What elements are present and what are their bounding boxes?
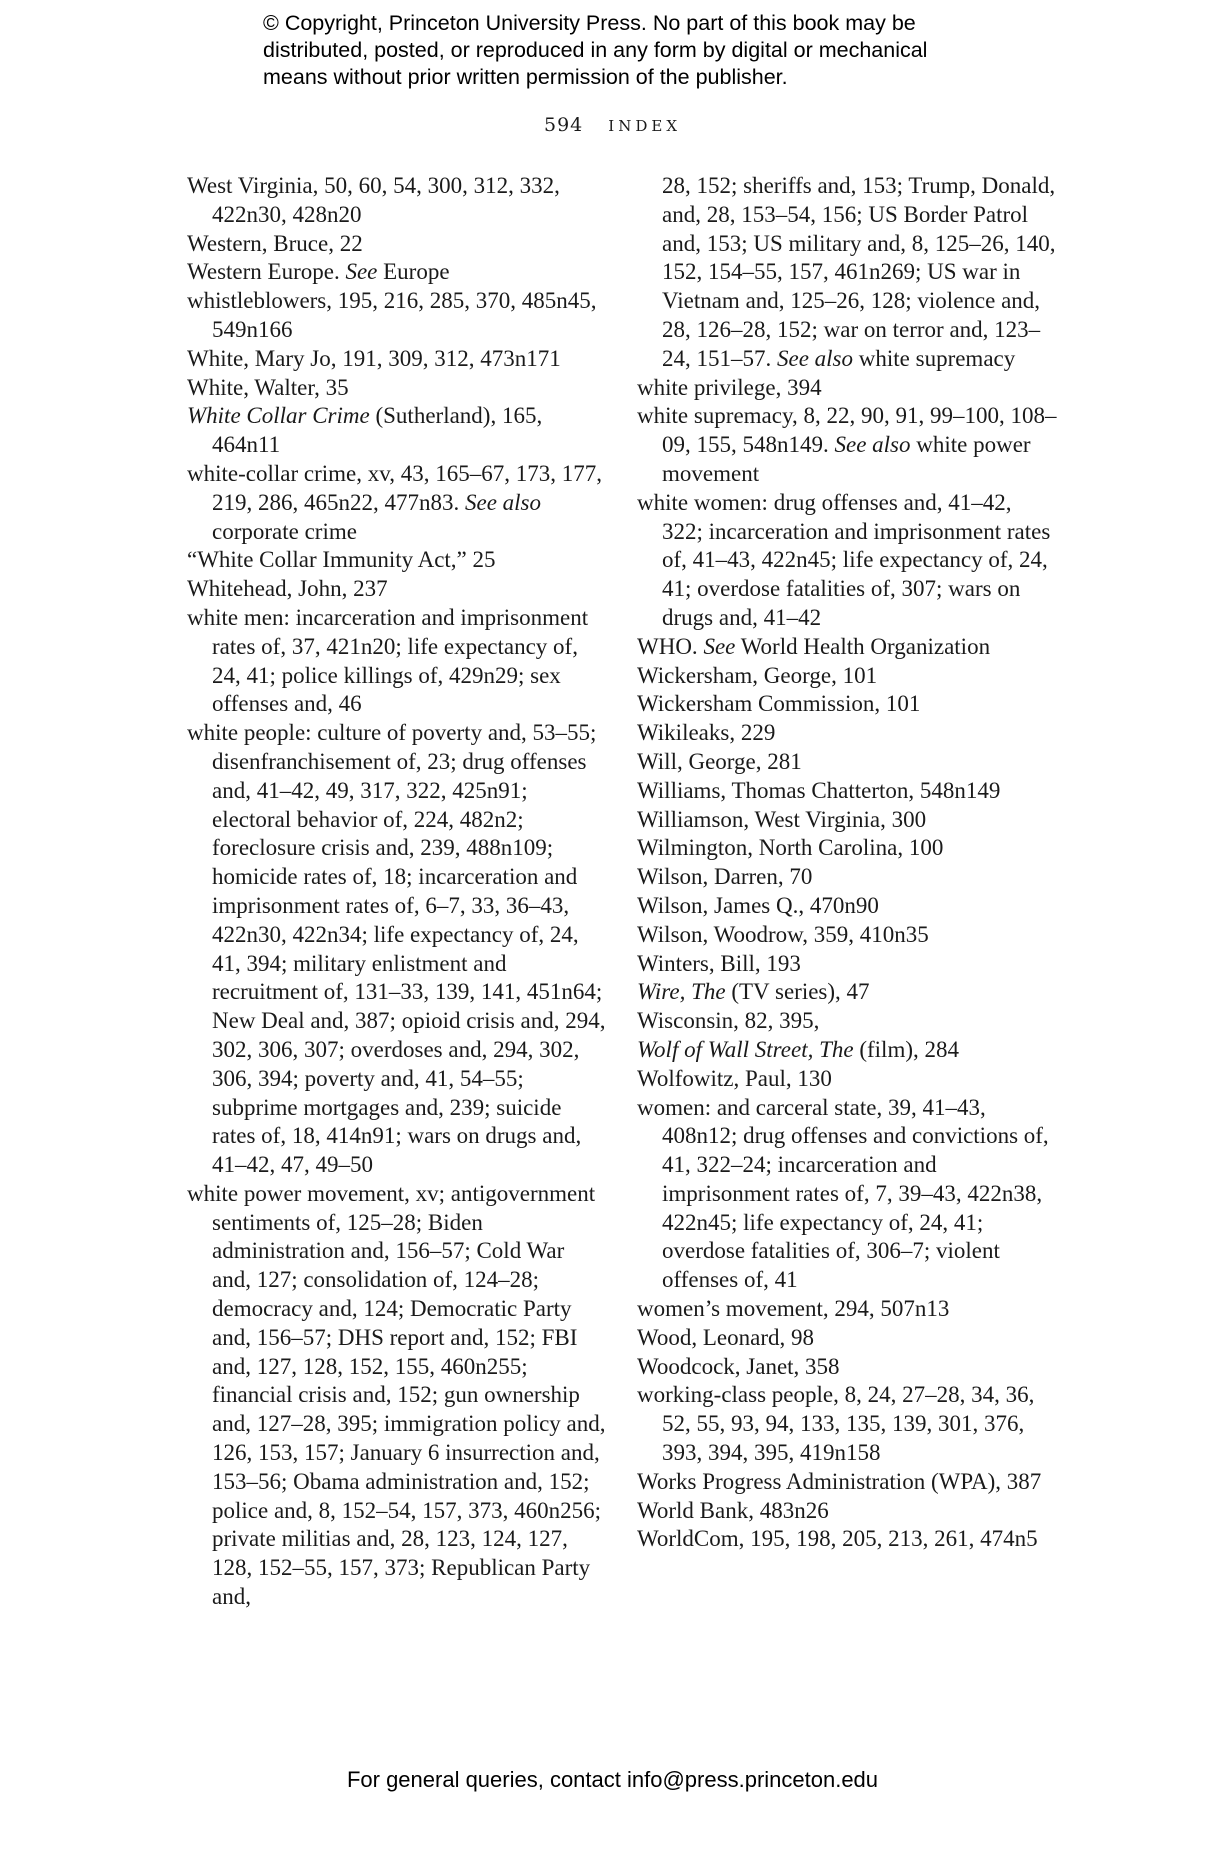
index-entry (637, 1468, 1057, 1497)
entry-text: Wolfowitz, Paul, 130 (637, 1065, 832, 1091)
entry-text: Winters, Bill, 193 (637, 950, 801, 976)
entry-text: white people: culture of poverty and, 53–55; disenfranchisement of, 23; drug offenses and, 41–42, 49, 317, 322, 425n91; electoral behavior of, 224, 482n2; foreclosure crisis and, 239, 488n109; homicide rates of, 18; incarceration and imprisonment rates of, 6–7, 33, 36–43, 422n30, 422n34; life expectancy of, 24, 41, 394; military enlistment and recruitment of, 131–33, 139, 141, 451n64; New Deal and, 387; opioid crisis and, 294, 302, 306, 307; overdoses and, 294, 302, 306, 394; poverty and, 41, 54–55; subprime mortgages and, 239; suicide rates of, 18, 414n91; wars on drugs and, 41–42, 47, 49–50 (187, 720, 606, 1178)
index-entry (187, 604, 607, 719)
entry-text: Wilmington, North Carolina, 100 (637, 835, 944, 861)
entry-text: WHO. (637, 633, 704, 659)
entry-text: whistleblowers, 195, 216, 285, 370, 485n45, 549n166 (187, 288, 597, 342)
entry-text: women’s movement, 294, 507n13 (637, 1296, 950, 1322)
see-target: corporate crime (212, 518, 357, 544)
see-target: Europe (377, 259, 450, 285)
entry-text: Wickersham, George, 101 (637, 662, 878, 688)
index-column-left (187, 172, 607, 1612)
index-entry (637, 978, 1057, 1007)
entry-text: Woodcock, Janet, 358 (637, 1353, 840, 1379)
see-reference: See also (465, 489, 542, 515)
index-entry (637, 374, 1057, 403)
entry-text: white men: incarceration and imprisonment rates of, 37, 421n20; life expectancy of, 24, 41; police killings of, 429n29; sex offenses and, 46 (187, 604, 589, 717)
entry-text: West Virginia, 50, 60, 54, 300, 312, 332, 422n30, 428n20 (187, 173, 560, 227)
index-entry (637, 806, 1057, 835)
index-entry (187, 172, 607, 230)
index-entry (637, 834, 1057, 863)
see-reference: See also (834, 432, 911, 458)
entry-text: Wilson, James Q., 470n90 (637, 892, 879, 918)
index-column-right (637, 172, 1057, 1554)
index-entry (187, 230, 607, 259)
index-entry (187, 719, 607, 1180)
index-entry (637, 1036, 1057, 1065)
entry-text: white power movement, xv; antigovernment sentiments of, 125–28; Biden administration and, 156–57; Cold War and, 127; consolidation of, 124–28; democracy and, 124; Democratic Party and, 156–57; DHS report and, 152; FBI and, 127, 128, 152, 155, 460n255; financial crisis and, 152; gun ownership and, 127–28, 395; immigration policy and, 126, 153, 157; January 6 insurrection and, 153–56; Obama administration and, 152; police and, 8, 152–54, 157, 373, 460n256; private militias and, 28, 123, 124, 127, 128, 152–55, 157, 373; Republican Party and, (187, 1180, 606, 1610)
index-entry (637, 1525, 1057, 1554)
index-entry (637, 921, 1057, 950)
see-target: white supremacy (853, 345, 1016, 371)
index-entry (637, 892, 1057, 921)
see-reference: See also (777, 345, 854, 371)
index-entry (637, 777, 1057, 806)
entry-text: Western Europe. (187, 259, 346, 285)
index-entry (637, 662, 1057, 691)
index-entry (637, 489, 1057, 633)
entry-text: working-class people, 8, 24, 27–28, 34, 36, 52, 55, 93, 94, 133, 135, 139, 301, 376, 393, 394, 395, 419n158 (637, 1382, 1035, 1466)
index-entry (637, 1381, 1057, 1467)
see-target: World Health Organization (735, 633, 991, 659)
index-entry (187, 546, 607, 575)
index-entry (187, 345, 607, 374)
entry-text: White, Mary Jo, 191, 309, 312, 473n171 (187, 345, 561, 371)
index-entry (637, 633, 1057, 662)
copyright-notice: © Copyright, Princeton University Press. No part of this book may be distributed, posted, or reproduced in any form by digital or mechanical means without prior written permission of the publisher. (263, 11, 928, 89)
entry-text: Western, Bruce, 22 (187, 230, 363, 256)
entry-text: Whitehead, John, 237 (187, 576, 388, 602)
see-target: white power movement (662, 432, 1031, 486)
entry-text: Works Progress Administration (WPA), 387 (637, 1468, 1042, 1494)
index-entry (187, 1180, 607, 1612)
index-entry (637, 863, 1057, 892)
entry-text: Wisconsin, 82, 395, (637, 1008, 820, 1034)
entry-text: Williamson, West Virginia, 300 (637, 806, 927, 832)
entry-text: Wikileaks, 229 (637, 720, 776, 746)
entry-text: 28, 152; sheriffs and, 153; Trump, Donald, and, 28, 153–54, 156; US Border Patrol and, 153; US military and, 8, 125–26, 140, 152, 154–55, 157, 461n269; US war in Vietnam and, 125–26, 128; violence and, 28, 126–28, 152; war on terror and, 123–24, 151–57. (662, 173, 1056, 371)
footer-contact: For general queries, contact info@press.princeton.edu (346, 1767, 879, 1792)
entry-text: (Sutherland), 165, 464n11 (212, 403, 543, 458)
index-entry (637, 1094, 1057, 1296)
entry-text: WorldCom, 195, 198, 205, 213, 261, 474n5 (637, 1526, 1038, 1552)
index-entry (187, 374, 607, 403)
index-entry (637, 1295, 1057, 1324)
index-entry (637, 1353, 1057, 1382)
entry-text: (film), 284 (853, 1036, 959, 1062)
entry-text: white women: drug offenses and, 41–42, 322; incarceration and imprisonment rates of, 41–43, 422n45; life expectancy of, 24, 41; overdose fatalities of, 307; wars on drugs and, 41–42 (637, 489, 1051, 630)
index-entry (637, 1007, 1057, 1036)
entry-text: Wilson, Darren, 70 (637, 864, 813, 890)
see-reference: See (345, 259, 378, 285)
see-reference: See (703, 633, 736, 659)
index-entry (187, 460, 607, 546)
index-entry (637, 690, 1057, 719)
entry-title-italic: Wire, The (637, 979, 726, 1005)
entry-text: white privilege, 394 (637, 374, 822, 400)
entry-title-italic: White Collar Crime (187, 403, 370, 429)
entry-text: “White Collar Immunity Act,” 25 (187, 547, 496, 573)
index-entry (637, 402, 1057, 488)
index-entry (637, 1324, 1057, 1353)
entry-title-italic: Wolf of Wall Street, The (637, 1036, 854, 1062)
entry-text: women: and carceral state, 39, 41–43, 408n12; drug offenses and convictions of, 41, 322–24; incarceration and imprisonment rates of, 7, 39–43, 422n38, 422n45; life expectancy of, 24, 41; overdose fatalities of, 306–7; violent offenses of, 41 (637, 1094, 1049, 1293)
running-title: index (608, 112, 682, 136)
entry-text: Wickersham Commission, 101 (637, 691, 921, 717)
entry-text: Wood, Leonard, 98 (637, 1324, 814, 1350)
index-entry (187, 402, 607, 460)
index-entry (187, 287, 607, 345)
index-entry (187, 575, 607, 604)
entry-text: white supremacy, 8, 22, 90, 91, 99–100, 108–09, 155, 548n149. (637, 403, 1057, 458)
entry-text: White, Walter, 35 (187, 374, 349, 400)
index-entry (637, 1497, 1057, 1526)
entry-text: Will, George, 281 (637, 748, 802, 774)
index-entry (637, 748, 1057, 777)
index-entry (187, 258, 607, 287)
entry-text: Wilson, Woodrow, 359, 410n35 (637, 921, 929, 947)
entry-text: (TV series), 47 (725, 979, 870, 1005)
running-head (0, 112, 1225, 136)
index-entry (637, 1065, 1057, 1094)
index-entry (637, 172, 1057, 374)
entry-text: World Bank, 483n26 (637, 1497, 829, 1523)
entry-text: Williams, Thomas Chatterton, 548n149 (637, 777, 1001, 803)
page-number: 594 (543, 114, 584, 136)
entry-text: white-collar crime, xv, 43, 165–67, 173, 177, 219, 286, 465n22, 477n83. (187, 460, 602, 515)
index-entry (637, 950, 1057, 979)
index-entry (637, 719, 1057, 748)
